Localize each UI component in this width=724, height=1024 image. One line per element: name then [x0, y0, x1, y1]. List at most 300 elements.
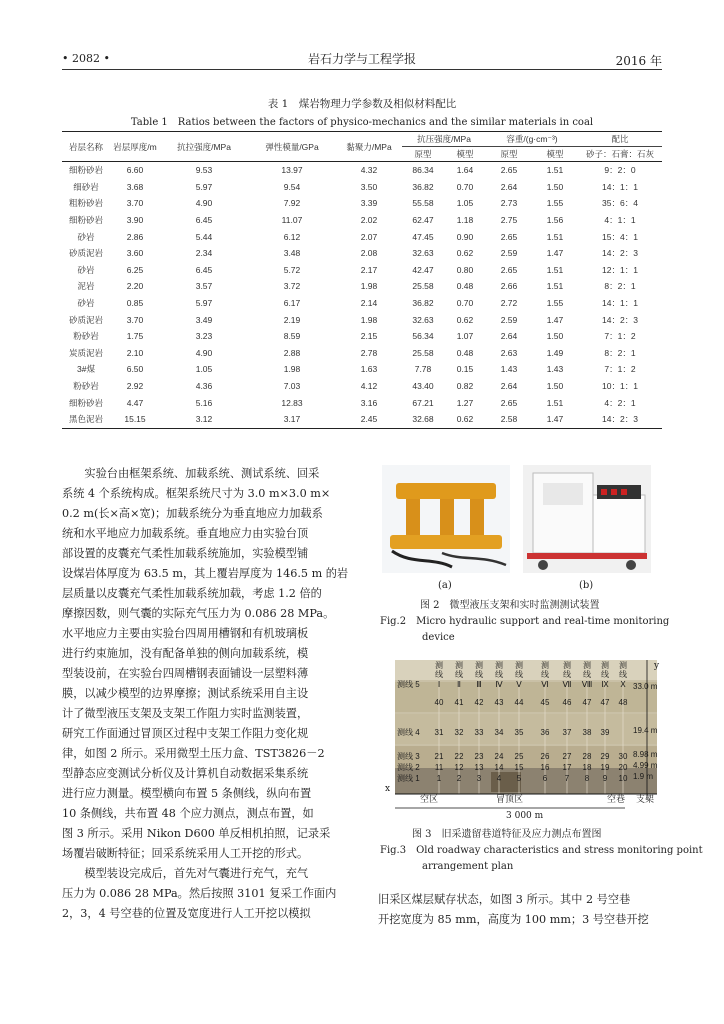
- table-cell: 0.62: [444, 411, 486, 428]
- text-line: 0.2 m(长×高×宽)；加载系统分为垂直地应力加载系: [62, 507, 323, 520]
- table-title-en: Table 1 Ratios between the factors of physico-mechanics and the similar materials in coal: [130, 117, 594, 128]
- horizontal-line-label: 测线 3: [397, 752, 420, 761]
- horizontal-line-label: 测线 4: [397, 728, 420, 737]
- stress-point-number: 47: [582, 698, 592, 707]
- table-row: [62, 162, 662, 179]
- table-cell: 47.45: [412, 231, 434, 242]
- survey-line-number: Ⅱ: [457, 680, 461, 689]
- zone-roof-fall: 冒顶区: [496, 795, 524, 805]
- table-cell: 炭质泥岩: [68, 347, 103, 358]
- table-cell: 32.63: [412, 248, 434, 259]
- table-cell: 2.17: [360, 264, 378, 275]
- table-cell: 2.86: [126, 231, 144, 242]
- survey-line-label: 线: [619, 670, 627, 679]
- height-label: 8.98 m: [633, 750, 658, 759]
- text-line: 实验台由框架系统、加载系统、测试系统、回采: [62, 467, 320, 480]
- table-cell: 14：2：3: [602, 314, 638, 325]
- survey-line-label: 线: [583, 670, 591, 679]
- table-cell: 1.07: [456, 331, 474, 342]
- table-cell: 7：1：2: [604, 364, 636, 375]
- table-cell: 7.92: [283, 198, 301, 209]
- table-cell: 6.50: [126, 364, 144, 375]
- table-cell: 2.64: [500, 331, 518, 342]
- survey-line-number: Ⅴ: [516, 680, 522, 689]
- table-cell: 1.51: [546, 264, 564, 275]
- stress-point-number: 45: [540, 698, 550, 707]
- table-cell: 3.23: [195, 331, 213, 342]
- stress-point-number: 11: [434, 763, 444, 772]
- table-cell: 15.15: [110, 411, 160, 428]
- table-cell: 1.75: [126, 331, 144, 342]
- stress-point-number: 37: [562, 728, 572, 737]
- table-cell: 1.50: [546, 381, 564, 392]
- text-line: 进行约束施加，没有配备单独的侧向加载系统，模: [62, 647, 309, 660]
- header-rule: [62, 69, 662, 70]
- table-cell: 62.47: [412, 215, 434, 226]
- height-label: 33.0 m: [633, 682, 658, 691]
- table-cell: 1.05: [195, 364, 213, 375]
- table-cell: 砂岩: [77, 298, 95, 309]
- table-cell: 25.58: [412, 347, 434, 358]
- table-cell: 2.59: [500, 314, 518, 325]
- stress-point-number: 8: [584, 774, 590, 783]
- stress-point-number: 39: [600, 728, 610, 737]
- table-cell: 43.40: [412, 381, 434, 392]
- table-cell: 25.58: [412, 281, 434, 292]
- table-row: [62, 411, 662, 428]
- body-text-left: [62, 464, 358, 924]
- col-modulus: 弹性模量/GPa: [248, 132, 336, 162]
- table-cell: 4：2：1: [604, 397, 636, 408]
- table-cell: 黑色泥岩: [62, 411, 110, 428]
- stress-point-number: 25: [514, 752, 524, 761]
- stress-point-number: 40: [434, 698, 444, 707]
- table-cell: 1.98: [283, 364, 301, 375]
- stress-point-number: 44: [514, 698, 524, 707]
- survey-line-number: Ⅹ: [620, 680, 626, 689]
- table-cell: 2.64: [500, 181, 518, 192]
- monitoring-device-photo: [523, 465, 651, 573]
- running-header: [62, 50, 662, 70]
- stress-point-number: 6: [542, 774, 548, 783]
- table-cell: 2.19: [283, 314, 301, 325]
- table-cell: 2.64: [500, 381, 518, 392]
- table-cell: 4.47: [126, 397, 144, 408]
- survey-line-label: 测: [515, 661, 523, 670]
- table-cell: 11.07: [281, 215, 303, 226]
- table-cell: 2.78: [360, 347, 378, 358]
- text-line: 系统 4 个系统构成。框架系统尺寸为 3.0 m×3.0 m×: [62, 487, 331, 500]
- table-cell: 14：2：3: [602, 248, 638, 259]
- table-cell: 1.47: [546, 248, 564, 259]
- table-cell: 3.70: [126, 314, 144, 325]
- survey-line-label: 测: [455, 661, 463, 670]
- table-title-cn: 表 1 煤岩物理力学参数及相似材料配比: [267, 98, 457, 110]
- table-cell: 56.34: [412, 331, 434, 342]
- stress-point-number: 19: [600, 763, 610, 772]
- table-cell: 86.34: [412, 165, 434, 176]
- stress-point-number: 34: [494, 728, 504, 737]
- table-cell: 2.65: [500, 264, 518, 275]
- table-cell: 砂质泥岩: [68, 248, 103, 259]
- col-dens-model: 模型: [532, 147, 578, 162]
- table-cell: 2.10: [126, 347, 144, 358]
- survey-line-label: 线: [475, 670, 483, 679]
- table-cell: 2.15: [360, 331, 378, 342]
- survey-line-number: Ⅳ: [495, 680, 503, 689]
- table-cell: 2.08: [360, 248, 378, 259]
- table-cell: 4.12: [360, 381, 378, 392]
- table-cell: 2.73: [500, 198, 518, 209]
- text-line: 型静态应变测试分析仪及计算机自动数据采集系统: [62, 767, 309, 780]
- survey-line-number: Ⅲ: [476, 680, 482, 689]
- survey-line-label: 线: [495, 670, 503, 679]
- table-cell: 3.57: [195, 281, 213, 292]
- table-cell: 1.05: [456, 198, 474, 209]
- table-cell: 砂岩: [77, 231, 95, 242]
- table-cell: 细粉砂岩: [68, 397, 103, 408]
- table-cell: 5.16: [195, 397, 213, 408]
- stress-point-number: 41: [454, 698, 464, 707]
- table-row: [62, 295, 662, 312]
- table-cell: 8：2：1: [604, 281, 636, 292]
- journal-title: 岩石力学与工程学报: [307, 52, 416, 66]
- table-cell: 8：2：1: [604, 347, 636, 358]
- table-row: [62, 345, 662, 362]
- table-row: [62, 361, 662, 378]
- hydraulic-support-photo: [382, 465, 510, 573]
- fig3-caption-en-2: arrangement plan: [422, 861, 514, 872]
- table-cell: 55.58: [412, 198, 434, 209]
- table-cell: 3#煤: [77, 364, 95, 375]
- axis-y-label: y: [654, 661, 660, 671]
- survey-line-label: 线: [541, 670, 549, 679]
- table-cell: 1.47: [532, 411, 578, 428]
- text-line: 水平地应力主要由实验台四周用槽钢和有机玻璃板: [62, 627, 309, 640]
- table-cell: 1.43: [546, 364, 564, 375]
- survey-line-number: Ⅰ: [437, 680, 441, 689]
- table-cell: 0.48: [456, 281, 474, 292]
- stress-point-number: 33: [474, 728, 484, 737]
- table-cell: 7：1：2: [604, 331, 636, 342]
- table-cell: 35：6：4: [602, 198, 638, 209]
- stress-point-number: 20: [618, 763, 628, 772]
- table-cell: 2.66: [500, 281, 518, 292]
- text-line: 型装设前，在实验台四周槽钢表面铺设一层塑料薄: [62, 667, 309, 680]
- table-cell: 细粉砂岩: [68, 215, 103, 226]
- stress-point-number: 16: [540, 763, 550, 772]
- table-cell: 13.97: [281, 165, 303, 176]
- stress-point-number: 7: [564, 774, 570, 783]
- table-cell: 3.72: [283, 281, 301, 292]
- table-cell: 3.70: [126, 198, 144, 209]
- survey-line-label: 测: [435, 661, 443, 670]
- stress-point-number: 48: [618, 698, 628, 707]
- table-cell: 0.48: [456, 347, 474, 358]
- stress-point-number: 47: [600, 698, 610, 707]
- table-cell: 1.27: [456, 397, 474, 408]
- stress-point-number: 22: [454, 752, 464, 761]
- col-compressive: 抗压强度/MPa: [402, 132, 486, 147]
- col-ratio: 配比: [578, 132, 662, 147]
- table-cell: 2.34: [195, 248, 213, 259]
- horizontal-line-label: 测线 5: [397, 680, 420, 689]
- table-cell: 1.56: [546, 215, 564, 226]
- table-cell: 5.72: [283, 264, 301, 275]
- col-name: 岩层名称: [62, 132, 110, 162]
- table-cell: 9.53: [195, 165, 213, 176]
- table-cell: 0.62: [456, 248, 474, 259]
- table-cell: 3.16: [360, 397, 378, 408]
- table-cell: 4.36: [195, 381, 213, 392]
- table-cell: 1.18: [456, 215, 474, 226]
- text-line: 层质量以皮囊充气柔性加载系统加载，考虑 1.2 倍的: [62, 587, 322, 600]
- col-density: 容重/(g·cm⁻³): [486, 132, 578, 147]
- height-label: 1.9 m: [633, 772, 654, 781]
- stress-point-number: 1: [436, 774, 442, 783]
- stress-point-number: 2: [456, 774, 462, 783]
- table-cell: 2.65: [500, 165, 518, 176]
- table-cell: 1.43: [500, 364, 518, 375]
- stress-point-number: 29: [600, 752, 610, 761]
- table-cell: 6.25: [126, 264, 144, 275]
- table-cell: 8.59: [283, 331, 301, 342]
- col-cohesion: 黏聚力/MPa: [336, 132, 402, 162]
- table-cell: 粉砂岩: [73, 381, 99, 392]
- table-cell: 15：4：1: [602, 231, 638, 242]
- table-cell: 4.90: [195, 347, 213, 358]
- stress-point-number: 43: [494, 698, 504, 707]
- table-row: [62, 278, 662, 295]
- table-cell: 2.14: [360, 298, 378, 309]
- table-cell: 1.55: [546, 198, 564, 209]
- col-dens-proto: 原型: [486, 147, 532, 162]
- stress-point-number: 35: [514, 728, 524, 737]
- table-cell: 泥岩: [77, 281, 95, 292]
- table-cell: 67.21: [412, 397, 434, 408]
- stress-point-number: 17: [562, 763, 572, 772]
- zone-goaf: 空区: [420, 795, 439, 805]
- table-cell: 3.90: [126, 215, 144, 226]
- model-length: 3 000 m: [506, 811, 544, 821]
- survey-line-label: 线: [435, 670, 443, 679]
- stress-point-number: 12: [454, 763, 464, 772]
- table-cell: 42.47: [412, 264, 434, 275]
- table-cell: 32.63: [412, 314, 434, 325]
- table-row: [62, 394, 662, 411]
- survey-line-label: 测: [541, 661, 549, 670]
- table-row: [62, 228, 662, 245]
- text-line: 10 条侧线，共布置 48 个应力测点，测点布置，如: [62, 807, 314, 820]
- text-line: 计了微型液压支架及支架工作阻力实时监测装置，: [62, 707, 309, 720]
- text-line: 进行应力测量。模型横向布置 5 条侧线，纵向布置: [62, 787, 312, 800]
- table-cell: 6.12: [283, 231, 301, 242]
- materials-table: [62, 131, 662, 429]
- table-cell: 0.85: [126, 298, 144, 309]
- height-label: 4.99 m: [633, 761, 658, 770]
- table-cell: 32.68: [402, 411, 444, 428]
- table-cell: 4.90: [195, 198, 213, 209]
- table-cell: 砂岩: [77, 264, 95, 275]
- survey-line-label: 测: [583, 661, 591, 670]
- table-cell: 3.50: [360, 181, 378, 192]
- survey-line-label: 测: [619, 661, 627, 670]
- stress-point-number: 31: [434, 728, 444, 737]
- stress-point-number: 36: [540, 728, 550, 737]
- table-cell: 0.70: [456, 298, 474, 309]
- text-line: 场覆岩破断特征；回采系统采用人工开挖的形式。: [62, 847, 309, 860]
- table-cell: 粗粉砂岩: [68, 198, 103, 209]
- stress-point-number: 3: [476, 774, 482, 783]
- col-tensile: 抗拉强度/MPa: [160, 132, 248, 162]
- text-line: 模型装设完成后，首先对气囊进行充气，充气: [62, 867, 309, 880]
- stress-point-number: 13: [474, 763, 484, 772]
- table-cell: 1.63: [360, 364, 378, 375]
- table-cell: 1.50: [546, 181, 564, 192]
- table-cell: 6.60: [126, 165, 144, 176]
- table-cell: 1.47: [546, 314, 564, 325]
- table-cell: 0.70: [456, 181, 474, 192]
- table-cell: 9.54: [283, 181, 301, 192]
- table-cell: 3.49: [195, 314, 213, 325]
- fig2-label-a: (a): [438, 580, 452, 591]
- stress-point-number: 10: [618, 774, 628, 783]
- table-cell: 2.58: [486, 411, 532, 428]
- survey-line-number: Ⅶ: [562, 680, 572, 689]
- survey-line-label: 测: [563, 661, 571, 670]
- table-cell: 36.82: [412, 181, 434, 192]
- text-line: 开挖宽度为 85 mm，高度为 100 mm；3 号空巷开挖: [378, 913, 649, 926]
- table-cell: 2.59: [500, 248, 518, 259]
- horizontal-line-label: 测线 2: [397, 763, 420, 772]
- survey-line-number: Ⅷ: [581, 680, 593, 689]
- text-line: 2，3，4 号空巷的位置及宽度进行人工开挖以模拟: [62, 907, 311, 920]
- fig3-caption-en-1: Fig.3 Old roadway characteristics and stress monitoring point: [380, 845, 703, 856]
- table-cell: 2.92: [126, 381, 144, 392]
- table-cell: 6.17: [283, 298, 301, 309]
- table-cell: 1.51: [546, 281, 564, 292]
- stress-point-number: 28: [582, 752, 592, 761]
- table-cell: 0.15: [456, 364, 474, 375]
- survey-line-number: Ⅸ: [601, 680, 609, 689]
- text-line: 摩擦因数，则气囊的实际充气压力为 0.086 28 MPa。: [62, 607, 335, 620]
- stress-point-number: 46: [562, 698, 572, 707]
- table-cell: 3.68: [126, 181, 144, 192]
- table-cell: 36.82: [412, 298, 434, 309]
- table-cell: 2.65: [500, 397, 518, 408]
- col-ratio-sub: 砂子：石膏：石灰: [578, 147, 662, 162]
- stress-point-number: 32: [454, 728, 464, 737]
- text-line: 压力为 0.086 28 MPa。然后按照 3101 复采工作面内: [62, 887, 337, 900]
- height-label: 19.4 m: [633, 726, 658, 735]
- col-comp-proto: 原型: [402, 147, 444, 162]
- fig2-caption-en-2: device: [422, 632, 455, 643]
- table-cell: 12.83: [281, 397, 303, 408]
- table-cell: 14：2：3: [578, 411, 662, 428]
- stress-point-number: 23: [474, 752, 484, 761]
- year: 2016 年: [615, 54, 662, 68]
- table-cell: 2.72: [500, 298, 518, 309]
- survey-line-label: 线: [455, 670, 463, 679]
- table-cell: 7.78: [414, 364, 432, 375]
- text-line: 统和水平地应力加载系统。垂直地应力由实验台顶: [62, 527, 309, 540]
- table-cell: 0.62: [456, 314, 474, 325]
- page-number: • 2082 •: [62, 52, 110, 65]
- table-cell: 2.63: [500, 347, 518, 358]
- survey-line-label: 线: [515, 670, 523, 679]
- fig3-caption-cn: 图 3 旧采遗留巷道特征及应力测点布置图: [412, 829, 602, 840]
- stress-point-number: 14: [494, 763, 504, 772]
- table-cell: 4：1：1: [604, 215, 636, 226]
- table-cell: 粉砂岩: [73, 331, 99, 342]
- survey-line-label: 测: [601, 661, 609, 670]
- table-cell: 3.39: [360, 198, 378, 209]
- table-cell: 细砂岩: [73, 181, 99, 192]
- table-cell: 0.90: [456, 231, 474, 242]
- table-cell: 1.98: [360, 314, 378, 325]
- stress-point-number: 21: [434, 752, 444, 761]
- stress-point-number: 5: [516, 774, 522, 783]
- col-comp-model: 模型: [444, 147, 486, 162]
- table-cell: 2.75: [500, 215, 518, 226]
- stress-point-number: 4: [496, 774, 502, 783]
- stress-point-number: 38: [582, 728, 592, 737]
- col-thickness: 岩层厚度/m: [110, 132, 160, 162]
- stress-point-number: 9: [602, 774, 608, 783]
- fig2-caption-cn: 图 2 微型液压支架和实时监测测试装置: [420, 600, 600, 611]
- table-cell: 1.51: [546, 231, 564, 242]
- table-row: [62, 195, 662, 212]
- table-row: [62, 378, 662, 395]
- survey-line-label: 测: [475, 661, 483, 670]
- horizontal-line-label: 测线 1: [397, 774, 420, 783]
- table-cell: 4.32: [360, 165, 378, 176]
- text-line: 图 3 所示。采用 Nikon D600 单反相机拍照，记录采: [62, 827, 331, 840]
- table-cell: 1.98: [360, 281, 378, 292]
- stress-point-number: 42: [474, 698, 484, 707]
- table-cell: 3.48: [283, 248, 301, 259]
- table-cell: 细粉砂岩: [68, 165, 103, 176]
- table-cell: 2.07: [360, 231, 378, 242]
- body-text-right: [378, 890, 662, 930]
- survey-line-label: 线: [563, 670, 571, 679]
- table-cell: 1.51: [546, 397, 564, 408]
- table-cell: 1.55: [546, 298, 564, 309]
- stress-point-number: 30: [618, 752, 628, 761]
- stress-point-number: 15: [514, 763, 524, 772]
- text-line: 律，如图 2 所示。采用微型土压力盒、TST3826－2: [62, 747, 325, 760]
- survey-line-label: 测: [495, 661, 503, 670]
- text-line: 膜，以减少模型的边界摩擦；测试系统采用自主设: [62, 687, 309, 700]
- table-row: [62, 245, 662, 262]
- table-cell: 2.88: [283, 347, 301, 358]
- survey-line-label: 线: [601, 670, 609, 679]
- table-cell: 7.03: [283, 381, 301, 392]
- zone-support: 支架: [636, 795, 655, 805]
- stress-point-number: 18: [582, 763, 592, 772]
- table-cell: 3.17: [248, 411, 336, 428]
- table-row: [62, 212, 662, 229]
- table-row: [62, 179, 662, 196]
- table-cell: 12：1：1: [602, 264, 638, 275]
- table-cell: 2.65: [500, 231, 518, 242]
- stress-point-number: 24: [494, 752, 504, 761]
- axis-x-label: x: [385, 784, 391, 794]
- survey-line-number: Ⅵ: [541, 680, 549, 689]
- table-cell: 0.80: [456, 264, 474, 275]
- table-row: [62, 328, 662, 345]
- text-line: 设煤岩体厚度为 63.5 m，其上覆岩厚度为 146.5 m 的岩: [62, 567, 349, 580]
